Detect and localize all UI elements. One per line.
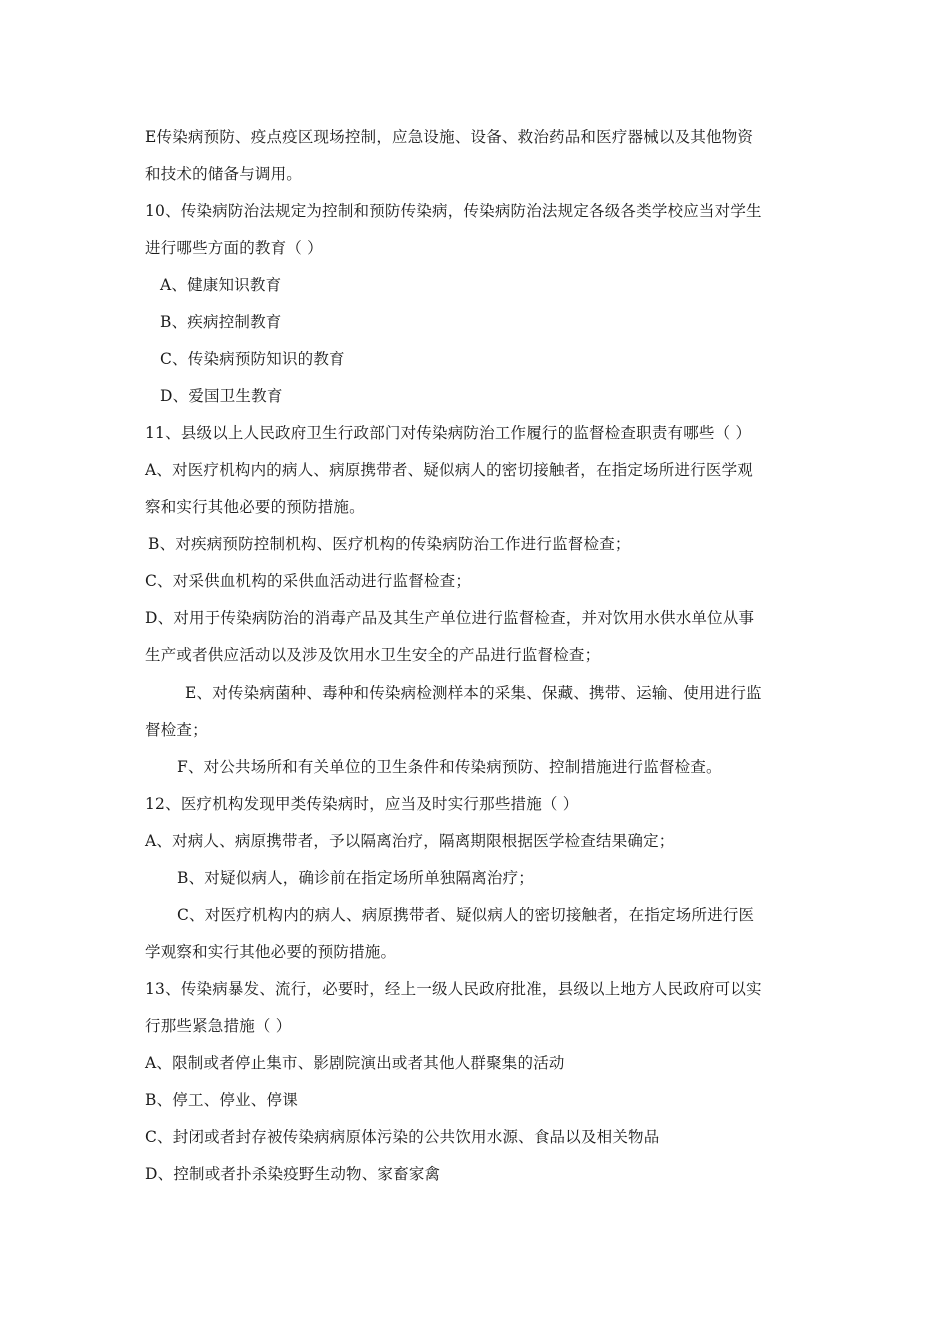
option-a: A、对病人、病原携带者，予以隔离治疗，隔离期限根据医学检查结果确定； — [145, 832, 675, 850]
question-13-text: 13、传染病暴发、流行，必要时，经上一级人民政府批准，县级以上地方人民政府可以实 — [145, 980, 762, 998]
paragraph-line: E传染病预防、疫点疫区现场控制，应急设施、设备、救治药品和医疗器械以及其他物资 — [145, 128, 754, 146]
question-11-text: 11、县级以上人民政府卫生行政部门对传染病防治工作履行的监督检查职责有哪些（ ） — [145, 424, 752, 442]
option-c: C、封闭或者封存被传染病病原体污染的公共饮用水源、食品以及相关物品 — [145, 1128, 660, 1146]
paragraph-line: 和技术的储备与调用。 — [145, 165, 303, 183]
option-c: C、传染病预防知识的教育 — [160, 350, 345, 368]
option-c: C、对医疗机构内的病人、病原携带者、疑似病人的密切接触者，在指定场所进行医 — [177, 906, 755, 924]
option-d: D、对用于传染病防治的消毒产品及其生产单位进行监督检查，并对饮用水供水单位从事 — [145, 609, 755, 627]
option-a-cont: 察和实行其他必要的预防措施。 — [145, 498, 365, 516]
option-a: A、限制或者停止集市、影剧院演出或者其他人群聚集的活动 — [145, 1054, 565, 1072]
option-b: B、停工、停业、停课 — [145, 1091, 298, 1109]
option-b: B、疾病控制教育 — [160, 313, 282, 331]
option-e-cont: 督检查； — [145, 721, 208, 739]
option-c: C、对采供血机构的采供血活动进行监督检查； — [145, 572, 472, 590]
option-b: B、对疾病预防控制机构、医疗机构的传染病防治工作进行监督检查； — [148, 535, 631, 553]
option-d: D、爱国卫生教育 — [160, 387, 283, 405]
question-10-text-cont: 进行哪些方面的教育（ ） — [145, 239, 323, 257]
option-a: A、健康知识教育 — [160, 276, 282, 294]
option-b: B、对疑似病人，确诊前在指定场所单独隔离治疗； — [177, 869, 534, 887]
option-f: F、对公共场所和有关单位的卫生条件和传染病预防、控制措施进行监督检查。 — [177, 758, 722, 776]
option-c-cont: 学观察和实行其他必要的预防措施。 — [145, 943, 397, 961]
option-d: D、控制或者扑杀染疫野生动物、家畜家禽 — [145, 1165, 441, 1183]
option-d-cont: 生产或者供应活动以及涉及饮用水卫生安全的产品进行监督检查； — [145, 646, 601, 664]
question-13-text-cont: 行那些紧急措施（ ） — [145, 1017, 292, 1035]
option-a: A、对医疗机构内的病人、病原携带者、疑似病人的密切接触者，在指定场所进行医学观 — [145, 461, 753, 479]
question-12-text: 12、医疗机构发现甲类传染病时，应当及时实行那些措施（ ） — [145, 795, 579, 813]
option-e: E、对传染病菌种、毒种和传染病检测样本的采集、保藏、携带、运输、使用进行监 — [185, 684, 762, 702]
question-10-text: 10、传染病防治法规定为控制和预防传染病，传染病防治法规定各级各类学校应当对学生 — [145, 202, 762, 220]
